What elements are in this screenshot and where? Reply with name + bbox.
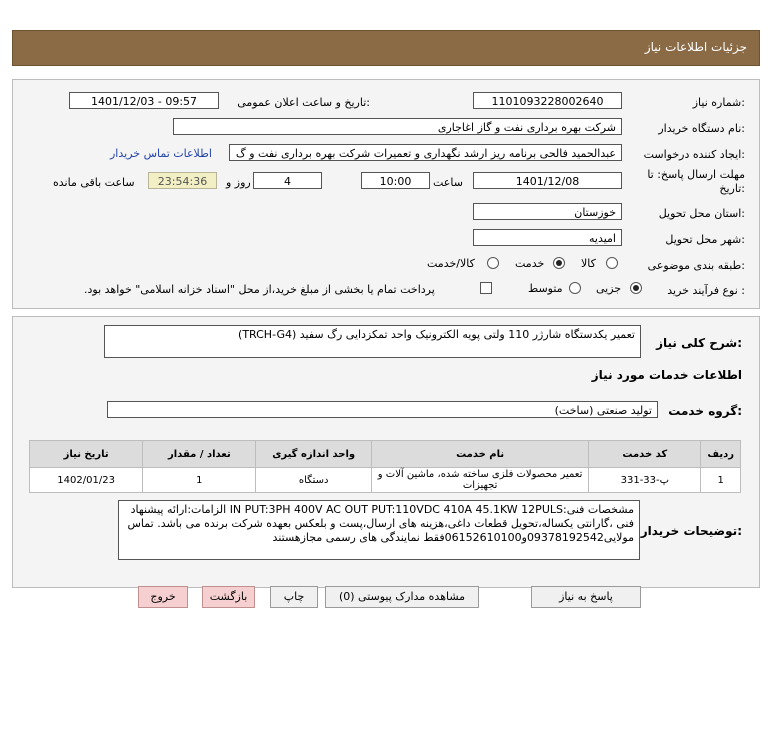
- buyer-label: نام دستگاه خریدار:: [658, 122, 745, 135]
- process-option-medium: متوسط: [528, 282, 563, 295]
- reply-button[interactable]: پاسخ به نیاز: [531, 586, 641, 608]
- services-table: [29, 440, 741, 493]
- remaining-time-field: 23:54:36: [148, 172, 217, 189]
- col-service-code: کد خدمت: [589, 441, 701, 468]
- deadline-date-field[interactable]: 1401/12/08: [473, 172, 622, 189]
- category-option-goods-service: کالا/خدمت: [427, 257, 475, 270]
- cell-service-code: پ-33-331: [589, 468, 701, 493]
- table-row[interactable]: [30, 468, 741, 493]
- col-need-date: تاریخ نیاز: [30, 441, 143, 468]
- remaining-label: ساعت باقی مانده: [53, 176, 135, 189]
- summary-field[interactable]: تعمیر یکدستگاه شارژر 110 ولتی پویه الکترونیک واحد تمکزدایی رگ سفید (TRCH-G4): [104, 325, 641, 358]
- requester-label: ایجاد کننده درخواست:: [643, 148, 745, 161]
- cell-unit: دستگاه: [256, 468, 371, 493]
- attachments-button[interactable]: مشاهده مدارک پیوستی (0): [325, 586, 479, 608]
- city-field[interactable]: امیدیه: [473, 229, 622, 246]
- cell-service-name: تعمیر محصولات فلزی ساخته شده، ماشین آلات و تجهیزات: [371, 468, 588, 493]
- buyer-field[interactable]: شرکت بهره برداری نفت و گاز اغاجاری: [173, 118, 622, 135]
- process-radio-medium[interactable]: [569, 282, 581, 294]
- exit-button[interactable]: خروج: [138, 586, 188, 608]
- need-number-field[interactable]: 1101093228002640: [473, 92, 622, 109]
- deadline-time-field[interactable]: 10:00: [361, 172, 430, 189]
- province-label: استان محل تحویل:: [658, 207, 745, 220]
- announce-field[interactable]: 1401/12/03 - 09:57: [69, 92, 219, 109]
- buyer-notes-field[interactable]: مشخصات فنی:IN PUT:3PH 400V AC OUT PUT:110VDC 410A 45.1KW 12PULS الزامات:ارائه پیشنهاد فنی ،گارانتی یکساله،تحویل قطعات داغی،هزینه های ارسال،پست و بلعکس بعهده شرکت برنده می باشد. تماس مولایی09378192542و06152610100فقط نمایندگی های رسمی مجازهستند: [118, 500, 640, 560]
- need-info-panel: [12, 79, 760, 309]
- services-section-title: اطلاعات خدمات مورد نیاز: [591, 368, 742, 382]
- category-radio-goods[interactable]: [606, 257, 618, 269]
- category-radio-service[interactable]: [553, 257, 565, 269]
- category-radio-goods-service[interactable]: [487, 257, 499, 269]
- table-header-row: [30, 441, 741, 468]
- process-label: نوع فرآیند خرید :: [667, 284, 745, 297]
- service-group-label: گروه خدمت:: [668, 404, 742, 418]
- process-option-minor: جزیی: [596, 282, 622, 295]
- back-button[interactable]: بازگشت: [202, 586, 255, 608]
- page-header: [12, 30, 760, 66]
- col-row: ردیف: [701, 441, 741, 468]
- treasury-payment-checkbox[interactable]: [480, 282, 492, 294]
- requester-field[interactable]: عبدالحمید فالحی برنامه ریز ارشد نگهداری و تعمیرات شرکت بهره برداری نفت و گ: [229, 144, 622, 161]
- buyer-contact-link[interactable]: اطلاعات تماس خریدار: [110, 147, 212, 160]
- days-label: روز و: [226, 176, 251, 189]
- buyer-notes-label: توضیحات خریدار:: [640, 524, 742, 538]
- cell-row: 1: [701, 468, 741, 493]
- need-number-label: شماره نیاز:: [692, 96, 745, 109]
- col-service-name: نام خدمت: [371, 441, 588, 468]
- cell-quantity: 1: [143, 468, 256, 493]
- col-quantity: تعداد / مقدار: [143, 441, 256, 468]
- province-field[interactable]: خوزستان: [473, 203, 622, 220]
- process-radio-minor[interactable]: [630, 282, 642, 294]
- category-option-service: خدمت: [515, 257, 545, 270]
- deadline-date-label: تاریخ:: [719, 182, 745, 195]
- page-title: جزئیات اطلاعات نیاز: [644, 40, 747, 54]
- col-unit: واحد اندازه گیری: [256, 441, 371, 468]
- deadline-label: مهلت ارسال پاسخ: تا: [647, 168, 745, 181]
- print-button[interactable]: چاپ: [270, 586, 318, 608]
- announce-label: تاریخ و ساعت اعلان عمومی:: [237, 96, 370, 109]
- service-group-field[interactable]: تولید صنعتی (ساخت): [107, 401, 658, 418]
- category-option-goods: کالا: [581, 257, 596, 270]
- deadline-time-label: ساعت: [433, 176, 463, 189]
- treasury-payment-text: پرداخت تمام یا بخشی از مبلغ خرید،از محل "اسناد خزانه اسلامی" خواهد بود.: [84, 283, 435, 296]
- days-field[interactable]: 4: [253, 172, 322, 189]
- cell-need-date: 1402/01/23: [30, 468, 143, 493]
- summary-label: شرح کلی نیاز:: [656, 336, 742, 350]
- category-label: طبقه بندی موضوعی:: [647, 259, 745, 272]
- city-label: شهر محل تحویل:: [665, 233, 745, 246]
